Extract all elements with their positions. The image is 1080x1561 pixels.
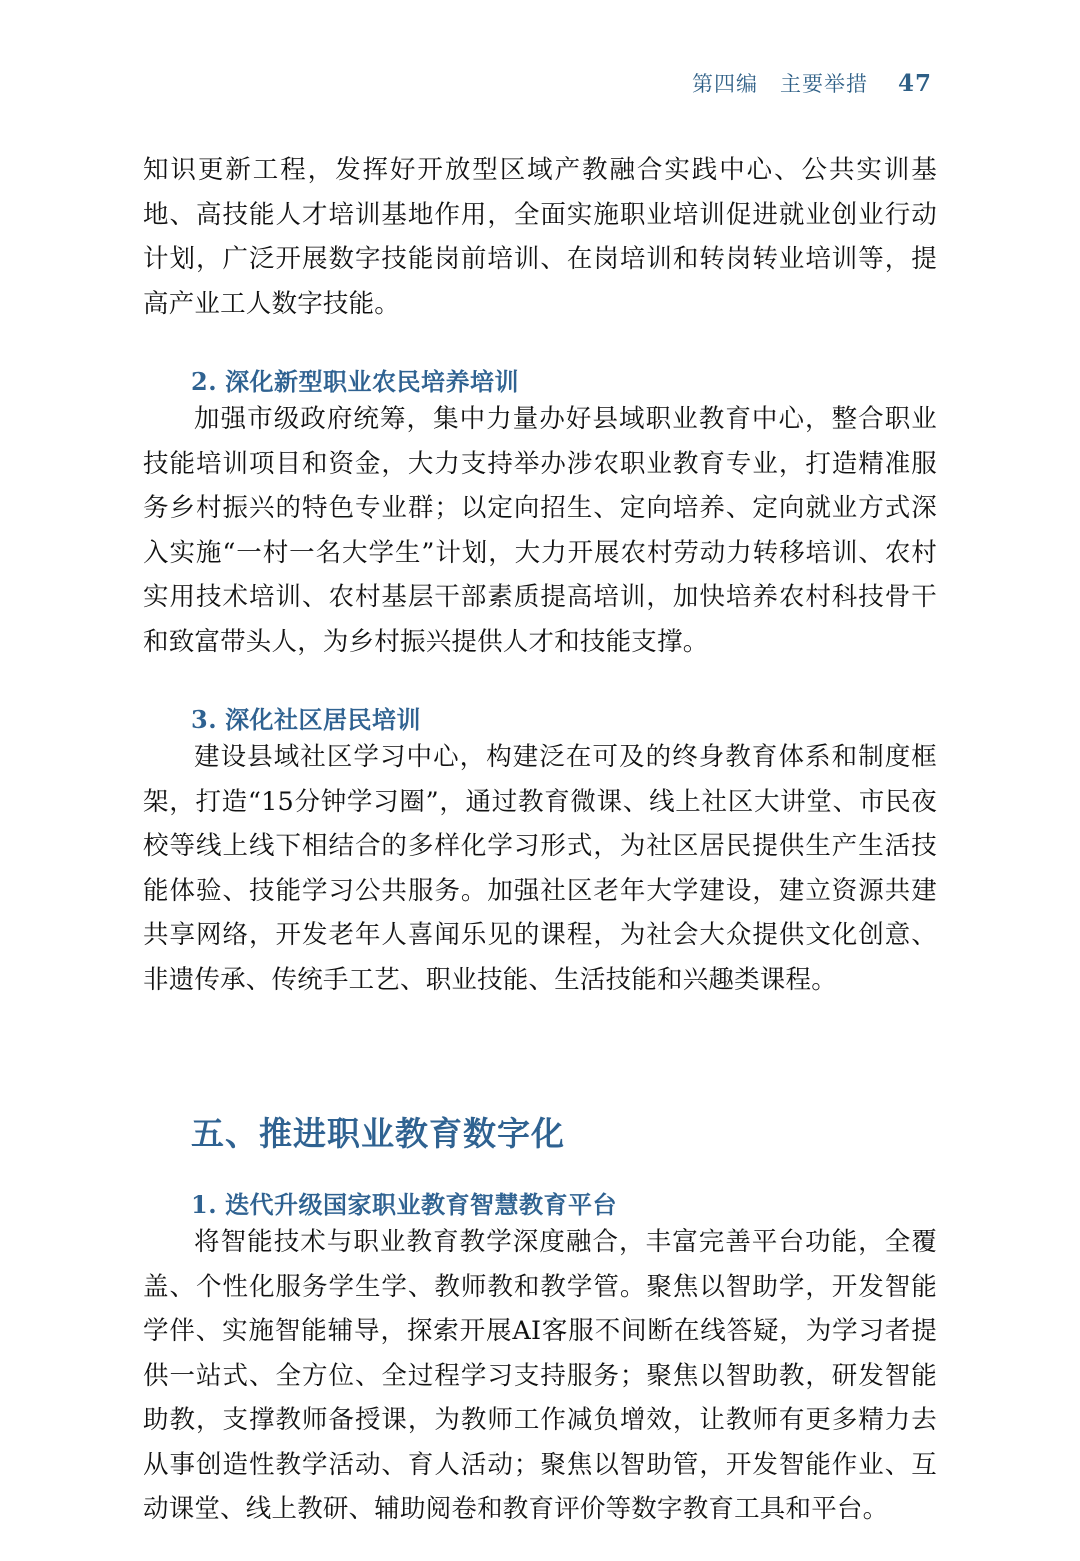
subsection-2-heading-line [191, 362, 937, 397]
section-5-subsection-1-heading-line [191, 1185, 937, 1220]
subsection-2-paragraph: 加强市级政府统筹，集中力量办好县域职业教育中心，整合职业技能培训项目和资金，大力支持举办涉农职业教育专业，打造精准服务乡村振兴的特色专业群；以定向招生、定向培养、定向就业方式深入实施“一村一名大学生”计划，大力开展农村劳动力转移培训、农村实用技术培训、农村基层干部素质提高培训，加快培养农村科技骨干和致富带头人，为乡村振兴提供人才和技能支撑。 [143, 404, 937, 657]
spacer [143, 1155, 937, 1185]
section-5-subsection-1-title: 迭代升级国家职业教育智慧教育平台 [225, 1190, 618, 1219]
section-5-heading [143, 1108, 937, 1155]
spacer [143, 664, 937, 700]
subsection-3-heading [143, 700, 937, 735]
section-5-subsection-1-heading [143, 1185, 937, 1220]
page-content [143, 148, 937, 1532]
subsection-3-paragraph: 建设县域社区学习中心，构建泛在可及的终身教育体系和制度框架，打造“15分钟学习圈”，通过教育微课、线上社区大讲堂、市民夜校等线上线下相结合的多样化学习形式，为社区居民提供生产生活技能体验、技能学习公共服务。加强社区老年大学建设，建立资源共建共享网络，开发老年人喜闻乐见的课程，为社会大众提供文化创意、非遗传承、传统手工艺、职业技能、生活技能和兴趣类课程。 [143, 742, 937, 995]
spacer [143, 1072, 937, 1108]
spacer [143, 1002, 937, 1072]
section-5-subsection-1-paragraph: 将智能技术与职业教育教学深度融合，丰富完善平台功能，全覆盖、个性化服务学生学、教师教和教学管。聚焦以智助学，开发智能学伴、实施智能辅导，探索开展AI客服不间断在线答疑，为学习者提供一站式、全方位、全过程学习支持服务；聚焦以智助教，研发智能助教，支撑教师备授课，为教师工作减负增效，让教师有更多精力去从事创造性教学活动、育人活动；聚焦以智助管，开发智能作业、互动课堂、线上教研、辅助阅卷和教育评价等数字教育工具和平台。 [143, 1227, 937, 1524]
paragraph-continuation: 知识更新工程，发挥好开放型区域产教融合实践中心、公共实训基地、高技能人才培训基地作用，全面实施职业培训促进就业创业行动计划，广泛开展数字技能岗前培训、在岗培训和转岗转业培训等，提高产业工人数字技能。 [143, 155, 937, 319]
subsection-3-number: 3. [191, 705, 218, 734]
section-5-title: 五、推进职业教育数字化 [191, 1114, 565, 1153]
header-section-title: 主要举措 [779, 72, 868, 96]
page-header [692, 68, 932, 98]
section-5-subsection-1-number: 1. [191, 1190, 218, 1219]
subsection-2-title: 深化新型职业农民培养培训 [225, 367, 520, 396]
header-part-label: 第四编 [691, 72, 758, 96]
spacer [143, 326, 937, 362]
subsection-2-number: 2. [191, 367, 218, 396]
subsection-3-heading-line [191, 700, 937, 735]
subsection-3-title: 深化社区居民培训 [225, 705, 422, 734]
page-number: 47 [897, 70, 932, 97]
subsection-2-heading [143, 362, 937, 397]
